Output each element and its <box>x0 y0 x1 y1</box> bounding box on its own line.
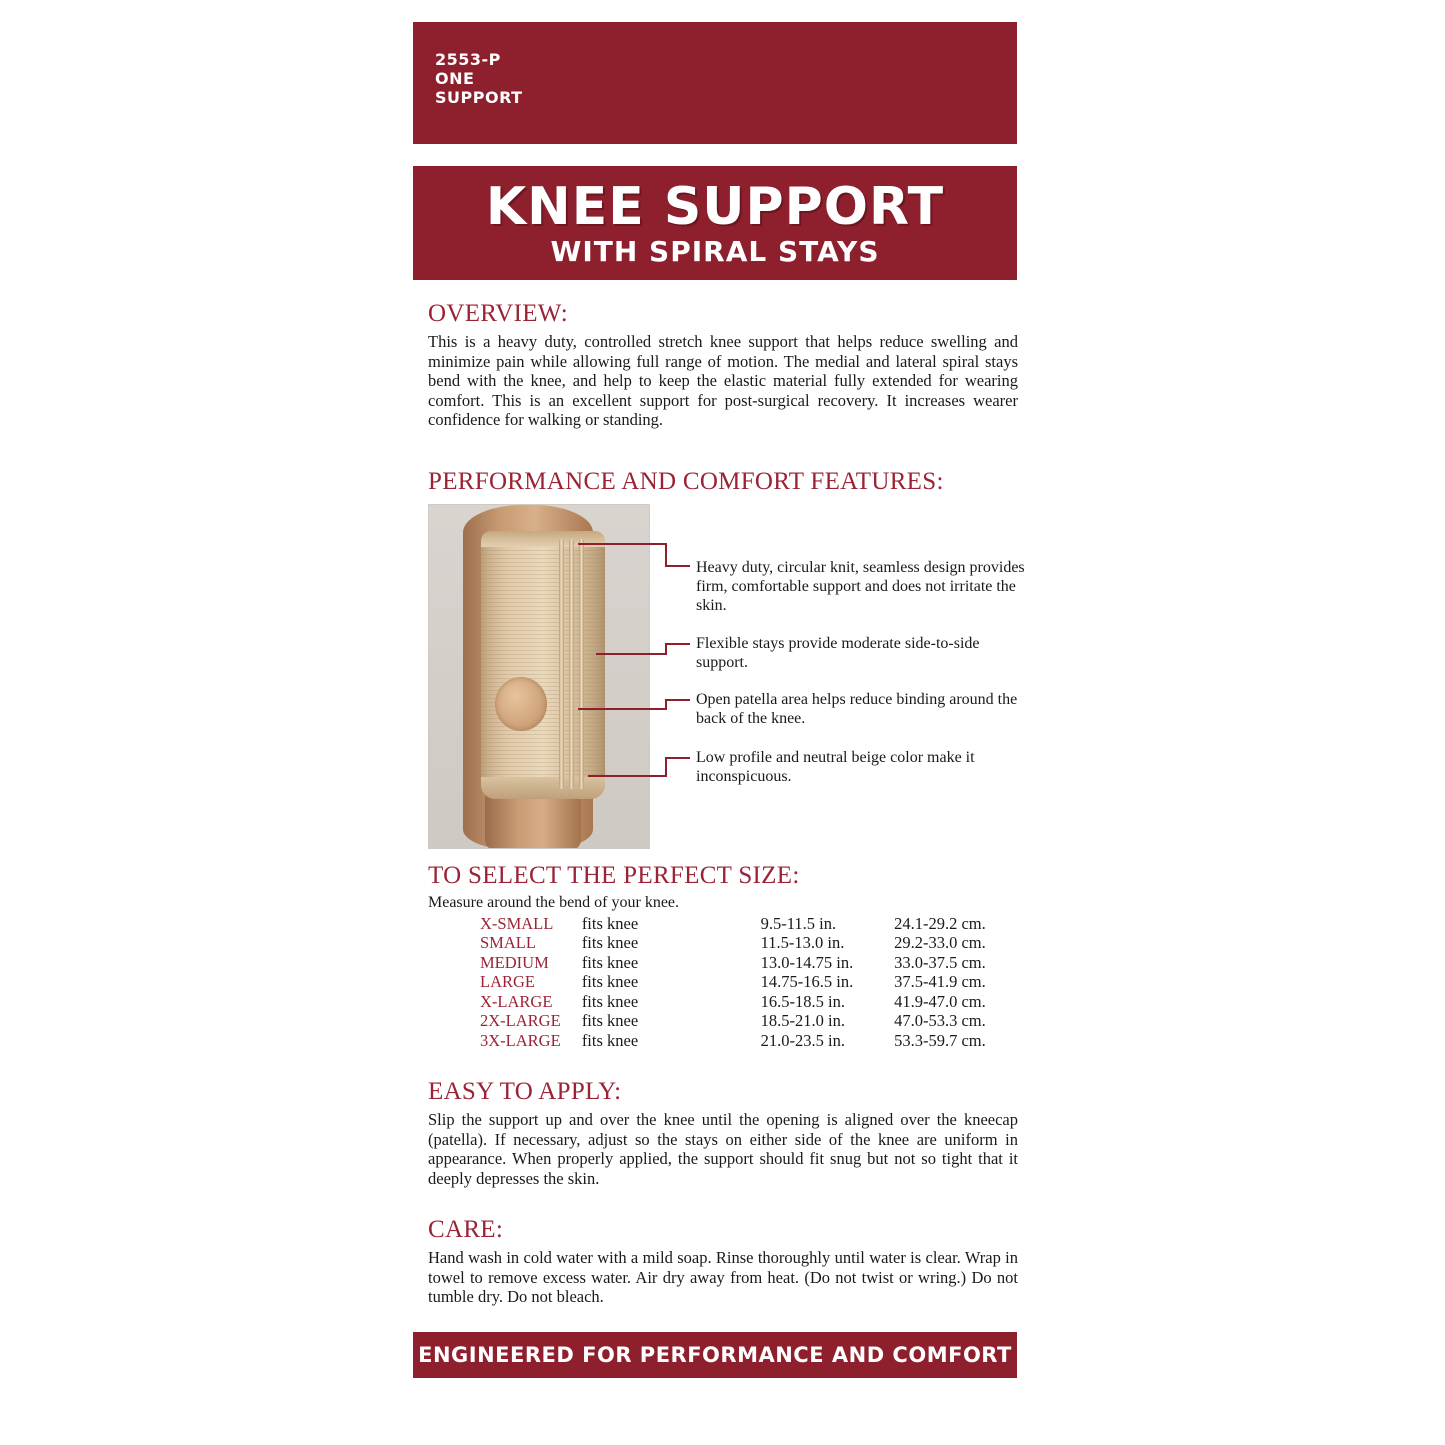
feature-callout: Flexible stays provide moderate side-to-side support. <box>696 634 980 671</box>
knee-brace-illustration <box>481 531 605 799</box>
features-heading: PERFORMANCE AND COMFORT FEATURES: <box>428 467 944 495</box>
fits-label: fits knee <box>581 1030 639 1050</box>
size-cm: 47.0-53.3 cm. <box>894 1011 986 1030</box>
table-row <box>480 933 1018 953</box>
size-cm: 53.3-59.7 cm. <box>894 1030 986 1050</box>
footer-banner <box>413 1332 1017 1378</box>
section-sizing <box>428 862 1018 1051</box>
size-inches: 14.75-16.5 in. <box>760 972 854 991</box>
section-apply <box>428 1078 1018 1188</box>
feature-callout: Open patella area helps reduce binding around the back of the knee. <box>696 690 1018 727</box>
table-row <box>480 914 1018 934</box>
spiral-stay-icon <box>569 539 574 789</box>
page-subtitle: WITH SPIRAL STAYS <box>550 235 880 268</box>
size-chart-table <box>480 914 1018 1051</box>
size-inches: 11.5-13.0 in. <box>760 933 845 952</box>
product-photo <box>428 504 650 849</box>
size-inches: 16.5-18.5 in. <box>760 991 845 1011</box>
size-name: X-LARGE <box>480 991 553 1011</box>
size-name: LARGE <box>480 972 535 991</box>
brace-bottom-band <box>481 777 605 799</box>
size-inches: 9.5-11.5 in. <box>760 913 837 933</box>
size-inches: 18.5-21.0 in. <box>760 1011 845 1030</box>
care-text: Hand wash in cold water with a mild soap. Rinse thoroughly until water is clear. Wrap in towel to remove excess water. Air dry away from heat. (Do not twist or wring.) Do not tumble dry. Do not bleach. <box>428 1248 1018 1306</box>
fits-label: fits knee <box>581 913 639 933</box>
fits-label: fits knee <box>581 991 639 1011</box>
sizing-intro: Measure around the bend of your knee. <box>428 893 680 911</box>
size-cm: 37.5-41.9 cm. <box>894 972 986 991</box>
apply-heading: EASY TO APPLY: <box>428 1078 622 1105</box>
footer-tagline: ENGINEERED FOR PERFORMANCE AND COMFORT <box>418 1343 1012 1367</box>
size-name: SMALL <box>480 933 536 952</box>
table-row <box>480 972 1018 992</box>
size-inches: 13.0-14.75 in. <box>760 952 854 972</box>
size-cm: 24.1-29.2 cm. <box>894 913 986 933</box>
section-overview <box>428 300 1018 430</box>
size-inches: 21.0-23.5 in. <box>760 1030 845 1050</box>
feature-callout: Low profile and neutral beige color make it inconspicuous. <box>696 748 975 785</box>
size-cm: 41.9-47.0 cm. <box>894 991 986 1011</box>
feature-callout: Heavy duty, circular knit, seamless design provides firm, comfortable support and does not irritate the skin. <box>696 558 1025 614</box>
size-name: MEDIUM <box>480 952 549 972</box>
page-title: KNEE SUPPORT <box>485 177 945 237</box>
section-care <box>428 1216 1018 1307</box>
open-patella-opening <box>495 677 547 731</box>
spiral-stay-icon <box>559 539 564 789</box>
size-name: X-SMALL <box>480 913 554 933</box>
table-row <box>480 992 1018 1012</box>
content-column <box>428 300 1025 1307</box>
section-features <box>428 467 1025 856</box>
size-cm: 33.0-37.5 cm. <box>894 952 986 972</box>
table-row <box>480 953 1018 973</box>
fits-label: fits knee <box>581 972 639 991</box>
overview-text: This is a heavy duty, controlled stretch knee support that helps reduce swelling and minimize pain while allowing full range of motion. The medial and lateral spiral stays bend with the knee, and help to keep the elastic material fully extended for wearing comfort. This is an excellent support for post-surgical recovery. It increases wearer confidence for walking or standing. <box>428 332 1018 429</box>
size-name: 3X-LARGE <box>480 1030 561 1050</box>
size-cm: 29.2-33.0 cm. <box>894 933 986 952</box>
features-figure <box>428 504 1025 856</box>
fits-label: fits knee <box>581 1011 639 1030</box>
product-code-line-1: 2553-P <box>435 50 501 69</box>
table-row <box>480 1011 1018 1031</box>
overview-heading: OVERVIEW: <box>428 300 569 327</box>
spiral-stay-icon <box>579 539 584 789</box>
sizing-heading: TO SELECT THE PERFECT SIZE: <box>428 861 800 889</box>
title-banner <box>413 166 1017 280</box>
product-code-bar <box>413 22 1017 144</box>
brace-top-band <box>481 531 605 547</box>
apply-text: Slip the support up and over the knee until the opening is aligned over the kneecap (patella). If necessary, adjust so the stays on either side of the knee are uniform in appearance. When properly applied, the support should fit snug but not so tight that it deeply depresses the skin. <box>428 1110 1018 1188</box>
care-heading: CARE: <box>428 1216 504 1243</box>
table-row <box>480 1031 1018 1051</box>
product-code-line-2: ONE <box>435 69 475 88</box>
product-code-line-3: SUPPORT <box>435 88 523 107</box>
fits-label: fits knee <box>581 952 639 972</box>
product-code-lines <box>435 50 523 107</box>
fits-label: fits knee <box>581 933 639 952</box>
size-name: 2X-LARGE <box>480 1011 561 1030</box>
